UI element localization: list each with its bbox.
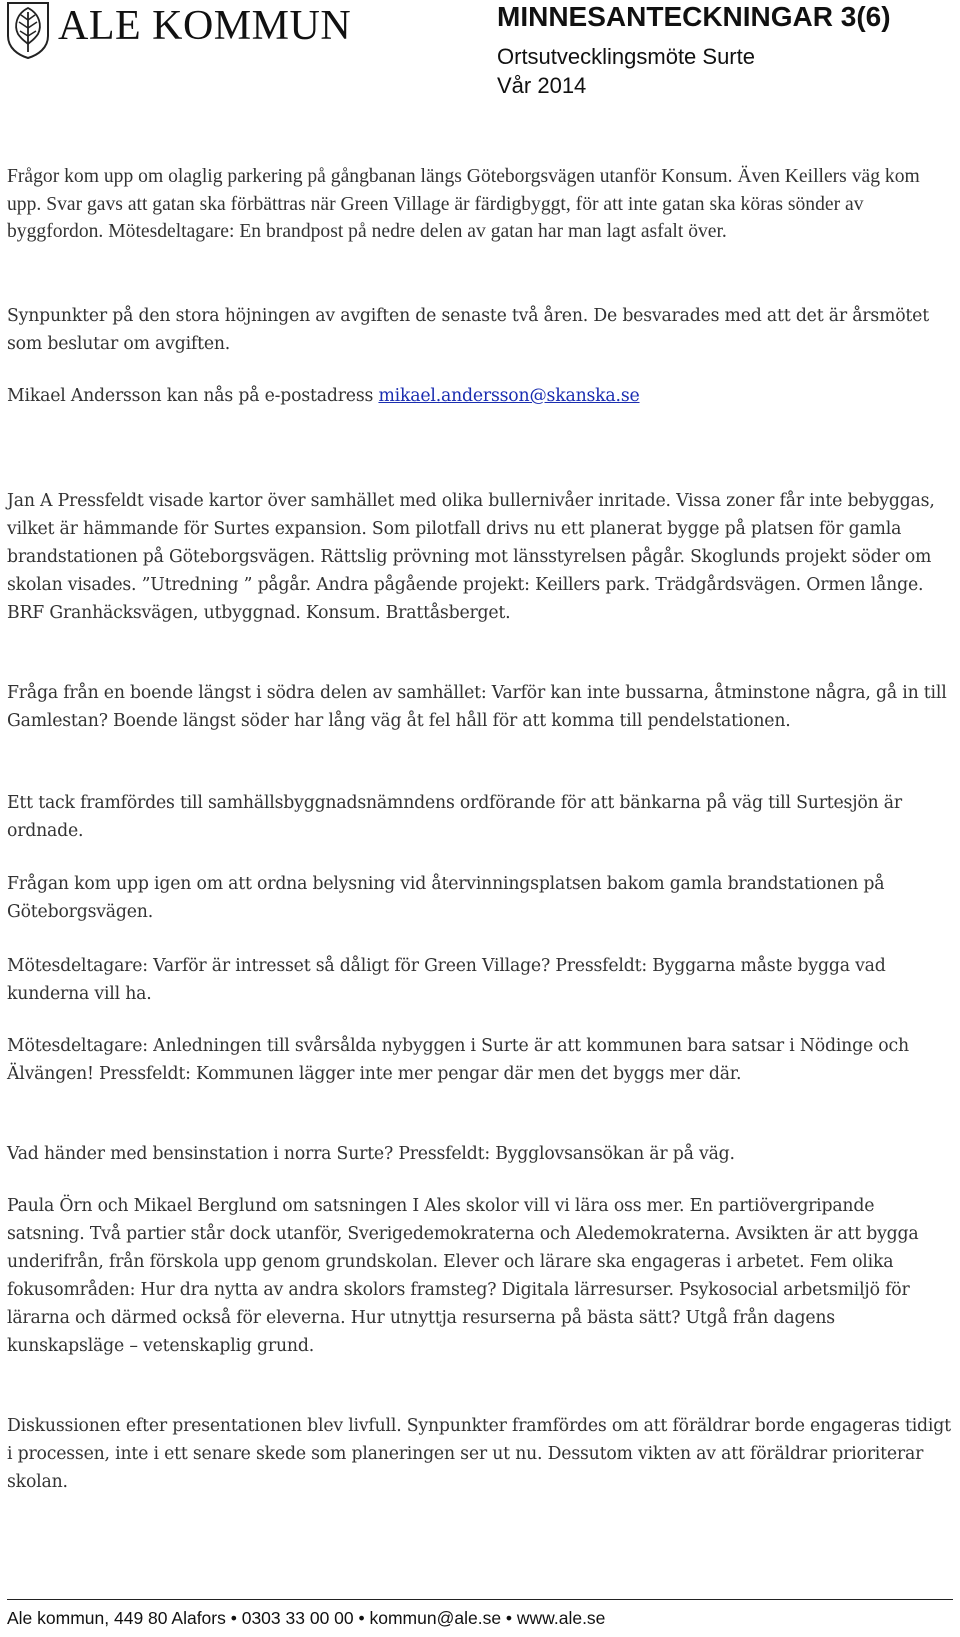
paragraph-new-builds: Mötesdeltagare: Anledningen till svårsålda nybyggen i Surte är att kommunen bara satsar i Nödinge och Älvängen! Pressfeldt: Kommunen lägger inte mer pengar där men det byggs mer där. <box>7 1036 909 1084</box>
email-link[interactable]: mikael.andersson@skanska.se <box>378 386 640 406</box>
contact-text: Mikael Andersson kan nås på e-postadress <box>7 386 379 406</box>
brand-name: ALE KOMMUN <box>58 3 352 49</box>
tree-crest-logo-icon <box>4 0 52 60</box>
meeting-season: Vår 2014 <box>497 73 587 98</box>
paragraph-bus-question: Fråga från en boende längst i södra delen av samhället: Varför kan inte bussarna, åtminstone några, gå in till Gamlestan? Boende längst söder har lång väg åt fel håll för att komma till pendelstationen. <box>7 683 947 731</box>
footer-divider <box>7 1599 953 1600</box>
paragraph-benches: Ett tack framfördes till samhällsbyggnadsnämndens ordförande för att bänkarna på väg till Surtesjön är ordnade. <box>7 793 902 841</box>
paragraph-parking: Frågor kom upp om olaglig parkering på gångbanan längs Göteborgsvägen utanför Konsum. Även Keillers väg kom upp. Svar gavs att gatan ska förbättras när Green Village är färdigbyggt, för att inte gatan ska köras sönder av byggfordon. Mötesdeltagare: En brandpost på nedre delen av gatan har man lagt asfalt över. <box>7 166 920 242</box>
document-title: MINNESANTECKNINGAR 3(6) <box>497 1 891 32</box>
paragraph-lighting: Frågan kom upp igen om att ordna belysning vid återvinningsplatsen bakom gamla brandstationen på Göteborgsvägen. <box>7 874 885 922</box>
meeting-name: Ortsutvecklingsmöte Surte <box>497 44 755 69</box>
paragraph-gas-station: Vad händer med bensinstation i norra Surte? Pressfeldt: Bygglovsansökan är på väg. <box>7 1144 735 1164</box>
paragraph-fee: Synpunkter på den stora höjningen av avgiften de senaste två åren. De besvarades med att det är årsmötet som beslutar om avgiften. <box>7 306 929 354</box>
paragraph-contact <box>7 382 953 410</box>
footer-contact: Ale kommun, 449 80 Alafors • 0303 33 00 00 • kommun@ale.se • www.ale.se <box>7 1608 606 1628</box>
paragraph-green-village: Mötesdeltagare: Varför är intresset så dåligt för Green Village? Pressfeldt: Byggarna måste bygga vad kunderna vill ha. <box>7 956 886 1004</box>
paragraph-discussion: Diskussionen efter presentationen blev livfull. Synpunkter framfördes om att föräldrar borde engageras tidigt i processen, inte i ett senare skede som planeringen ser ut nu. Dessutom vikten av att föräldrar prioriterar skolan. <box>7 1416 951 1492</box>
paragraph-pressfeldt-maps: Jan A Pressfeldt visade kartor över samhället med olika bullernivåer inritade. Vissa zoner får inte bebyggas, vilket är hämmande för Surtes expansion. Som pilotfall drivs nu ett planerat bygge på platsen för gamla brandstationen på Göteborgsvägen. Rättslig prövning mot länsstyrelsen pågår. Skoglunds projekt söder om skolan visades. ”Utredning ” pågår. Andra pågående projekt: Keillers park. Trädgårdsvägen. Ormen långe. BRF Granhäcksvägen, utbyggnad. Konsum. Brattåsberget. <box>7 491 935 623</box>
paragraph-schools: Paula Örn och Mikael Berglund om satsningen I Ales skolor vill vi lära oss mer. En partiövergripande satsning. Två partier står dock utanför, Sverigedemokraterna och Aledemokraterna. Avsikten är att bygga underifrån, från förskola upp genom grundskolan. Elever och lärare ska engageras i arbetet. Fem olika fokusområden: Hur dra nytta av andra skolors framsteg? Digitala lärresurser. Psykosocial arbetsmiljö för lärarna och därmed också för eleverna. Hur utnyttja resurserna på bästa sätt? Utgå från dagens kunskapsläge – vetenskaplig grund. <box>7 1196 919 1356</box>
